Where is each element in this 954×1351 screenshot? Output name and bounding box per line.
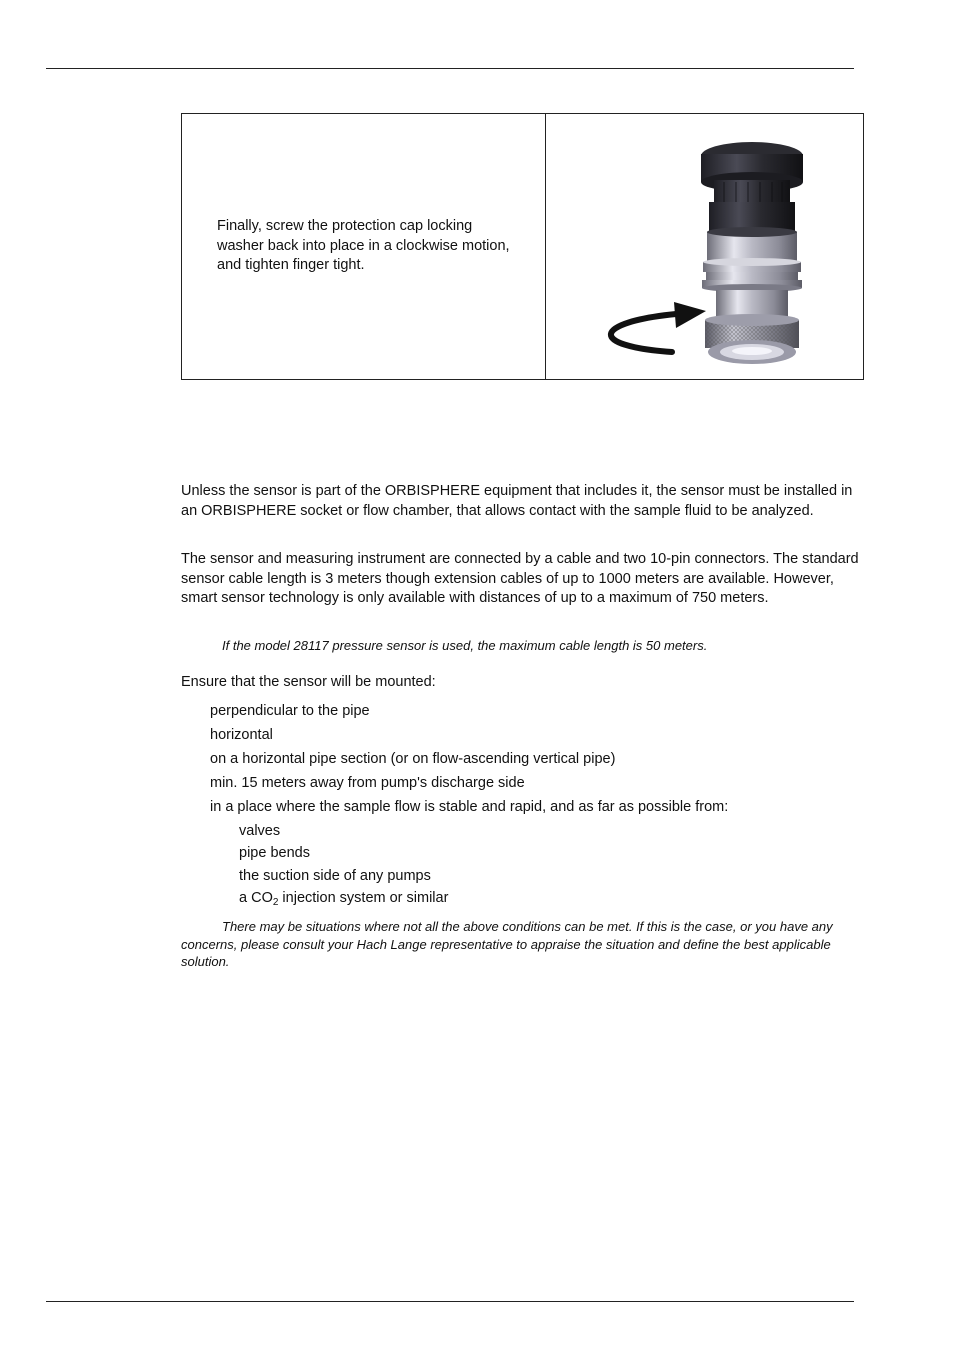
paragraph-installation: Unless the sensor is part of the ORBISPHERE equipment that includes it, the sensor must be installed in an ORBISPHERE socket or flow chamber, that allows contact with the sample fluid to be analyzed.	[181, 483, 853, 519]
sensor-cap-illustration	[546, 114, 864, 379]
far-item: the suction side of any pumps	[239, 868, 431, 884]
instruction-table	[181, 113, 864, 380]
co2-subscript: 2	[272, 897, 279, 908]
header-rule	[46, 68, 854, 69]
mount-item: horizontal	[210, 727, 273, 743]
mount-item: in a place where the sample flow is stable and rapid, and as far as possible from:	[210, 799, 729, 815]
co2-prefix: a CO	[239, 890, 273, 906]
paragraph-cable: The sensor and measuring instrument are connected by a cable and two 10-pin connectors. The standard sensor cable length is 3 meters though extension cables of up to 1000 meters are available. However, smart sensor technology is only available with distances of up to a maximum of 750 meters.	[181, 551, 859, 606]
far-item: pipe bends	[239, 845, 310, 861]
far-item-co2	[239, 889, 448, 908]
instruction-text: Finally, screw the protection cap locking washer back into place in a clockwise motion, and tighten finger tight.	[217, 218, 510, 273]
instruction-image-cell	[546, 114, 863, 379]
mount-item: on a horizontal pipe section (or on flow-ascending vertical pipe)	[210, 751, 616, 767]
note-cable-length: If the model 28117 pressure sensor is used, the maximum cable length is 50 meters.	[222, 638, 708, 653]
co2-suffix: injection system or similar	[278, 890, 449, 906]
footer-rule	[46, 1301, 854, 1302]
far-item: valves	[239, 823, 281, 839]
instruction-text-cell	[182, 114, 546, 379]
ensure-intro: Ensure that the sensor will be mounted:	[181, 674, 436, 690]
note-conditions: There may be situations where not all the above conditions can be met. If this is the case, or you have any concerns, please consult your Hach Lange representative to appraise the situation and define the best applicable solution.	[181, 919, 833, 969]
mount-item: perpendicular to the pipe	[210, 703, 370, 719]
mount-item: min. 15 meters away from pump's discharge side	[210, 775, 525, 791]
